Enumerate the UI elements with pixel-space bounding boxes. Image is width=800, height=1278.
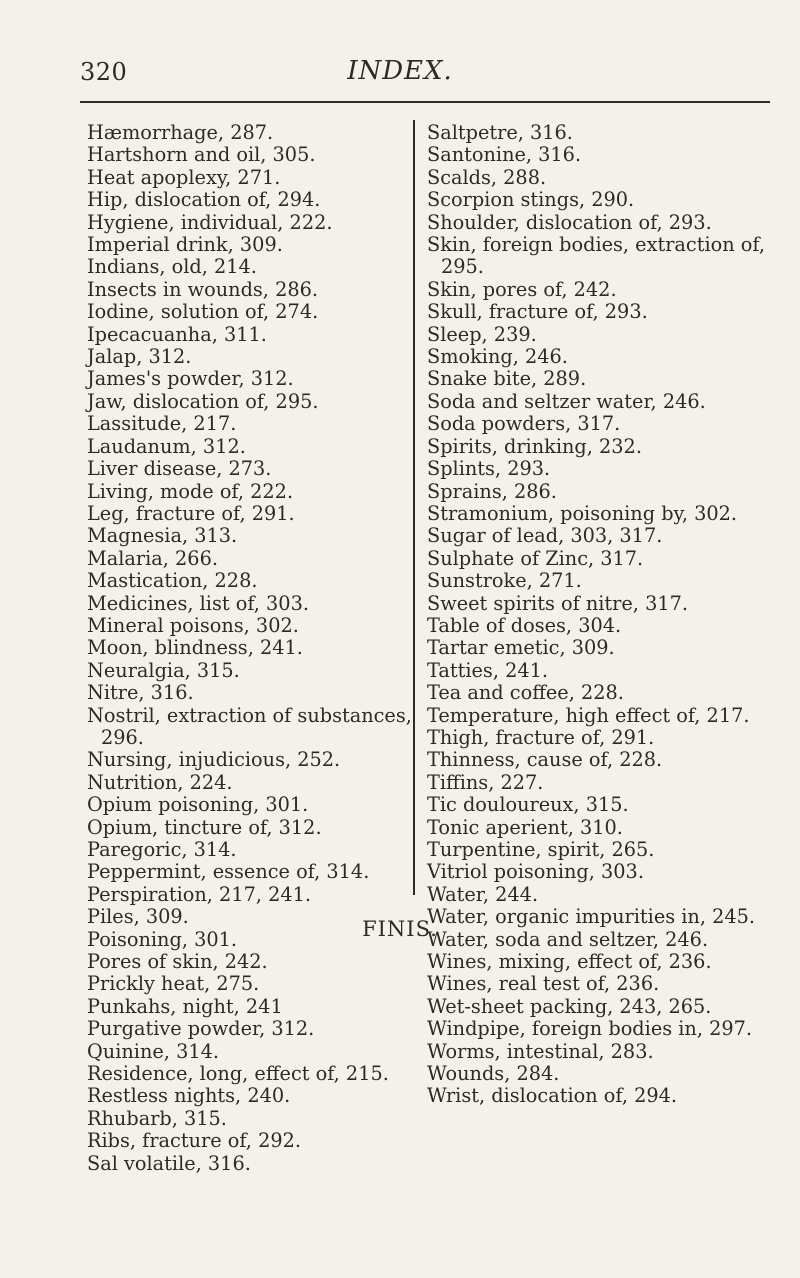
column-divider <box>413 120 415 895</box>
header-rule <box>80 101 770 103</box>
index-entry: Water, organic impurities in, 245. <box>427 905 756 929</box>
index-entry: Wrist, dislocation of, 294. <box>427 1084 678 1108</box>
index-entry: Quinine, 314. <box>87 1039 219 1063</box>
index-entry: Tonic aperient, 310. <box>427 815 623 839</box>
index-entry: James's powder, 312. <box>87 367 294 391</box>
index-entry: Malaria, 266. <box>87 546 218 570</box>
index-entry: Hygiene, individual, 222. <box>87 210 333 234</box>
index-entry: Tiffins, 227. <box>427 770 544 794</box>
index-column-right <box>427 122 772 1108</box>
index-entry: Sal volatile, 316. <box>87 1151 251 1175</box>
index-entry: Nitre, 316. <box>87 681 194 705</box>
index-entry: Nutrition, 224. <box>87 770 233 794</box>
index-entry: Residence, long, effect of, 215. <box>87 1062 389 1086</box>
index-entry: Perspiration, 217, 241. <box>87 882 312 906</box>
index-entry: Laudanum, 312. <box>87 434 246 458</box>
index-entry: Jalap, 312. <box>87 345 192 369</box>
index-entry: Heat apoplexy, 271. <box>87 165 281 189</box>
index-entry: Skull, fracture of, 293. <box>427 300 648 324</box>
index-entry: Liver disease, 273. <box>87 457 272 481</box>
index-entry: Tartar emetic, 309. <box>427 636 615 660</box>
index-entry: Mastication, 228. <box>87 569 258 593</box>
index-entry: Restless nights, 240. <box>87 1084 291 1108</box>
index-entry: Sweet spirits of nitre, 317. <box>427 591 688 615</box>
index-entry: Moon, blindness, 241. <box>87 636 303 660</box>
index-entry: Jaw, dislocation of, 295. <box>87 389 319 413</box>
index-entry: Windpipe, foreign bodies in, 297. <box>427 1017 753 1041</box>
index-entry: Piles, 309. <box>87 905 189 929</box>
index-entry: Turpentine, spirit, 265. <box>427 838 655 861</box>
index-entry: Sunstroke, 271. <box>427 569 582 593</box>
index-entry: Worms, intestinal, 283. <box>427 1039 654 1063</box>
index-entry: Ipecacuanha, 311. <box>87 322 267 346</box>
index-entry: Wines, real test of, 236. <box>427 972 660 996</box>
index-entry: Scalds, 288. <box>427 165 547 189</box>
index-entry: Neuralgia, 315. <box>87 658 240 682</box>
index-entry: Stramonium, poisoning by, 302. <box>427 501 738 525</box>
index-entry: Shoulder, dislocation of, 293. <box>427 210 712 234</box>
index-entry: Wounds, 284. <box>427 1062 560 1086</box>
index-entry: Prickly heat, 275. <box>87 972 260 996</box>
index-entry: Water, soda and seltzer, 246. <box>427 927 709 951</box>
index-entry: Opium poisoning, 301. <box>87 793 309 817</box>
index-entry: Sleep, 239. <box>427 322 537 346</box>
index-entry: Scorpion stings, 290. <box>427 188 635 212</box>
index-entry: Indians, old, 214. <box>87 255 257 279</box>
index-entry: Snake bite, 289. <box>427 367 587 391</box>
index-entry: Hip, dislocation of, 294. <box>87 188 321 212</box>
finis-label: FINIS. <box>362 917 438 941</box>
index-entry: Opium, tincture of, 312. <box>87 815 322 839</box>
index-entry: Skin, foreign bodies, extraction of, 295. <box>427 233 765 279</box>
index-entry: Ribs, fracture of, 292. <box>87 1129 301 1153</box>
index-entry: Poisoning, 301. <box>87 927 238 951</box>
index-entry: Iodine, solution of, 274. <box>87 300 319 324</box>
index-entry: Tea and coffee, 228. <box>427 681 624 705</box>
index-entry: Rhubarb, 315. <box>87 1106 227 1130</box>
index-entry: Skin, pores of, 242. <box>427 277 617 301</box>
index-entry: Thinness, cause of, 228. <box>427 748 663 772</box>
index-entry: Tic douloureux, 315. <box>427 793 629 817</box>
index-entry: Mineral poisons, 302. <box>87 613 299 637</box>
index-entry: Sugar of lead, 303, 317. <box>427 524 663 548</box>
index-entry: Insects in wounds, 286. <box>87 277 318 301</box>
index-entry: Hartshorn and oil, 305. <box>87 143 316 167</box>
index-entry: Soda and seltzer water, 246. <box>427 389 706 413</box>
index-entry: Magnesia, 313. <box>87 524 238 548</box>
index-entry: Spirits, drinking, 232. <box>427 434 642 458</box>
index-entry: Punkahs, night, 241 <box>87 994 283 1018</box>
index-entry: Saltpetre, 316. <box>427 121 573 144</box>
index-column-left <box>87 122 412 1175</box>
index-entry: Water, 244. <box>427 882 539 906</box>
index-entry: Wines, mixing, effect of, 236. <box>427 950 712 974</box>
index-entry: Splints, 293. <box>427 457 551 481</box>
index-entry: Hæmorrhage, 287. <box>87 121 274 144</box>
index-entry: Living, mode of, 222. <box>87 479 294 503</box>
index-entry: Vitriol poisoning, 303. <box>427 860 644 884</box>
index-entry: Nursing, injudicious, 252. <box>87 748 341 772</box>
index-entry: Sprains, 286. <box>427 479 557 503</box>
page-number: 320 <box>80 58 128 86</box>
index-entry: Soda powders, 317. <box>427 412 621 436</box>
index-entry: Sulphate of Zinc, 317. <box>427 546 644 570</box>
index-entry: Thigh, fracture of, 291. <box>427 725 655 749</box>
index-entry: Pores of skin, 242. <box>87 950 268 974</box>
index-entry: Table of doses, 304. <box>427 613 622 637</box>
index-entry: Paregoric, 314. <box>87 838 237 861</box>
index-entry: Peppermint, essence of, 314. <box>87 860 370 884</box>
index-entry: Purgative powder, 312. <box>87 1017 315 1041</box>
index-entry: Leg, fracture of, 291. <box>87 501 295 525</box>
index-entry: Wet-sheet packing, 243, 265. <box>427 994 712 1018</box>
index-entry: Smoking, 246. <box>427 345 568 369</box>
index-entry: Santonine, 316. <box>427 143 582 167</box>
running-head-title: INDEX. <box>347 56 453 86</box>
index-entry: Lassitude, 217. <box>87 412 237 436</box>
index-entry: Medicines, list of, 303. <box>87 591 309 615</box>
index-entry: Tatties, 241. <box>427 658 549 682</box>
index-entry: Nostril, extraction of substances, 296. <box>87 703 412 749</box>
index-entry: Temperature, high effect of, 217. <box>427 703 750 727</box>
index-entry: Imperial drink, 309. <box>87 233 283 257</box>
